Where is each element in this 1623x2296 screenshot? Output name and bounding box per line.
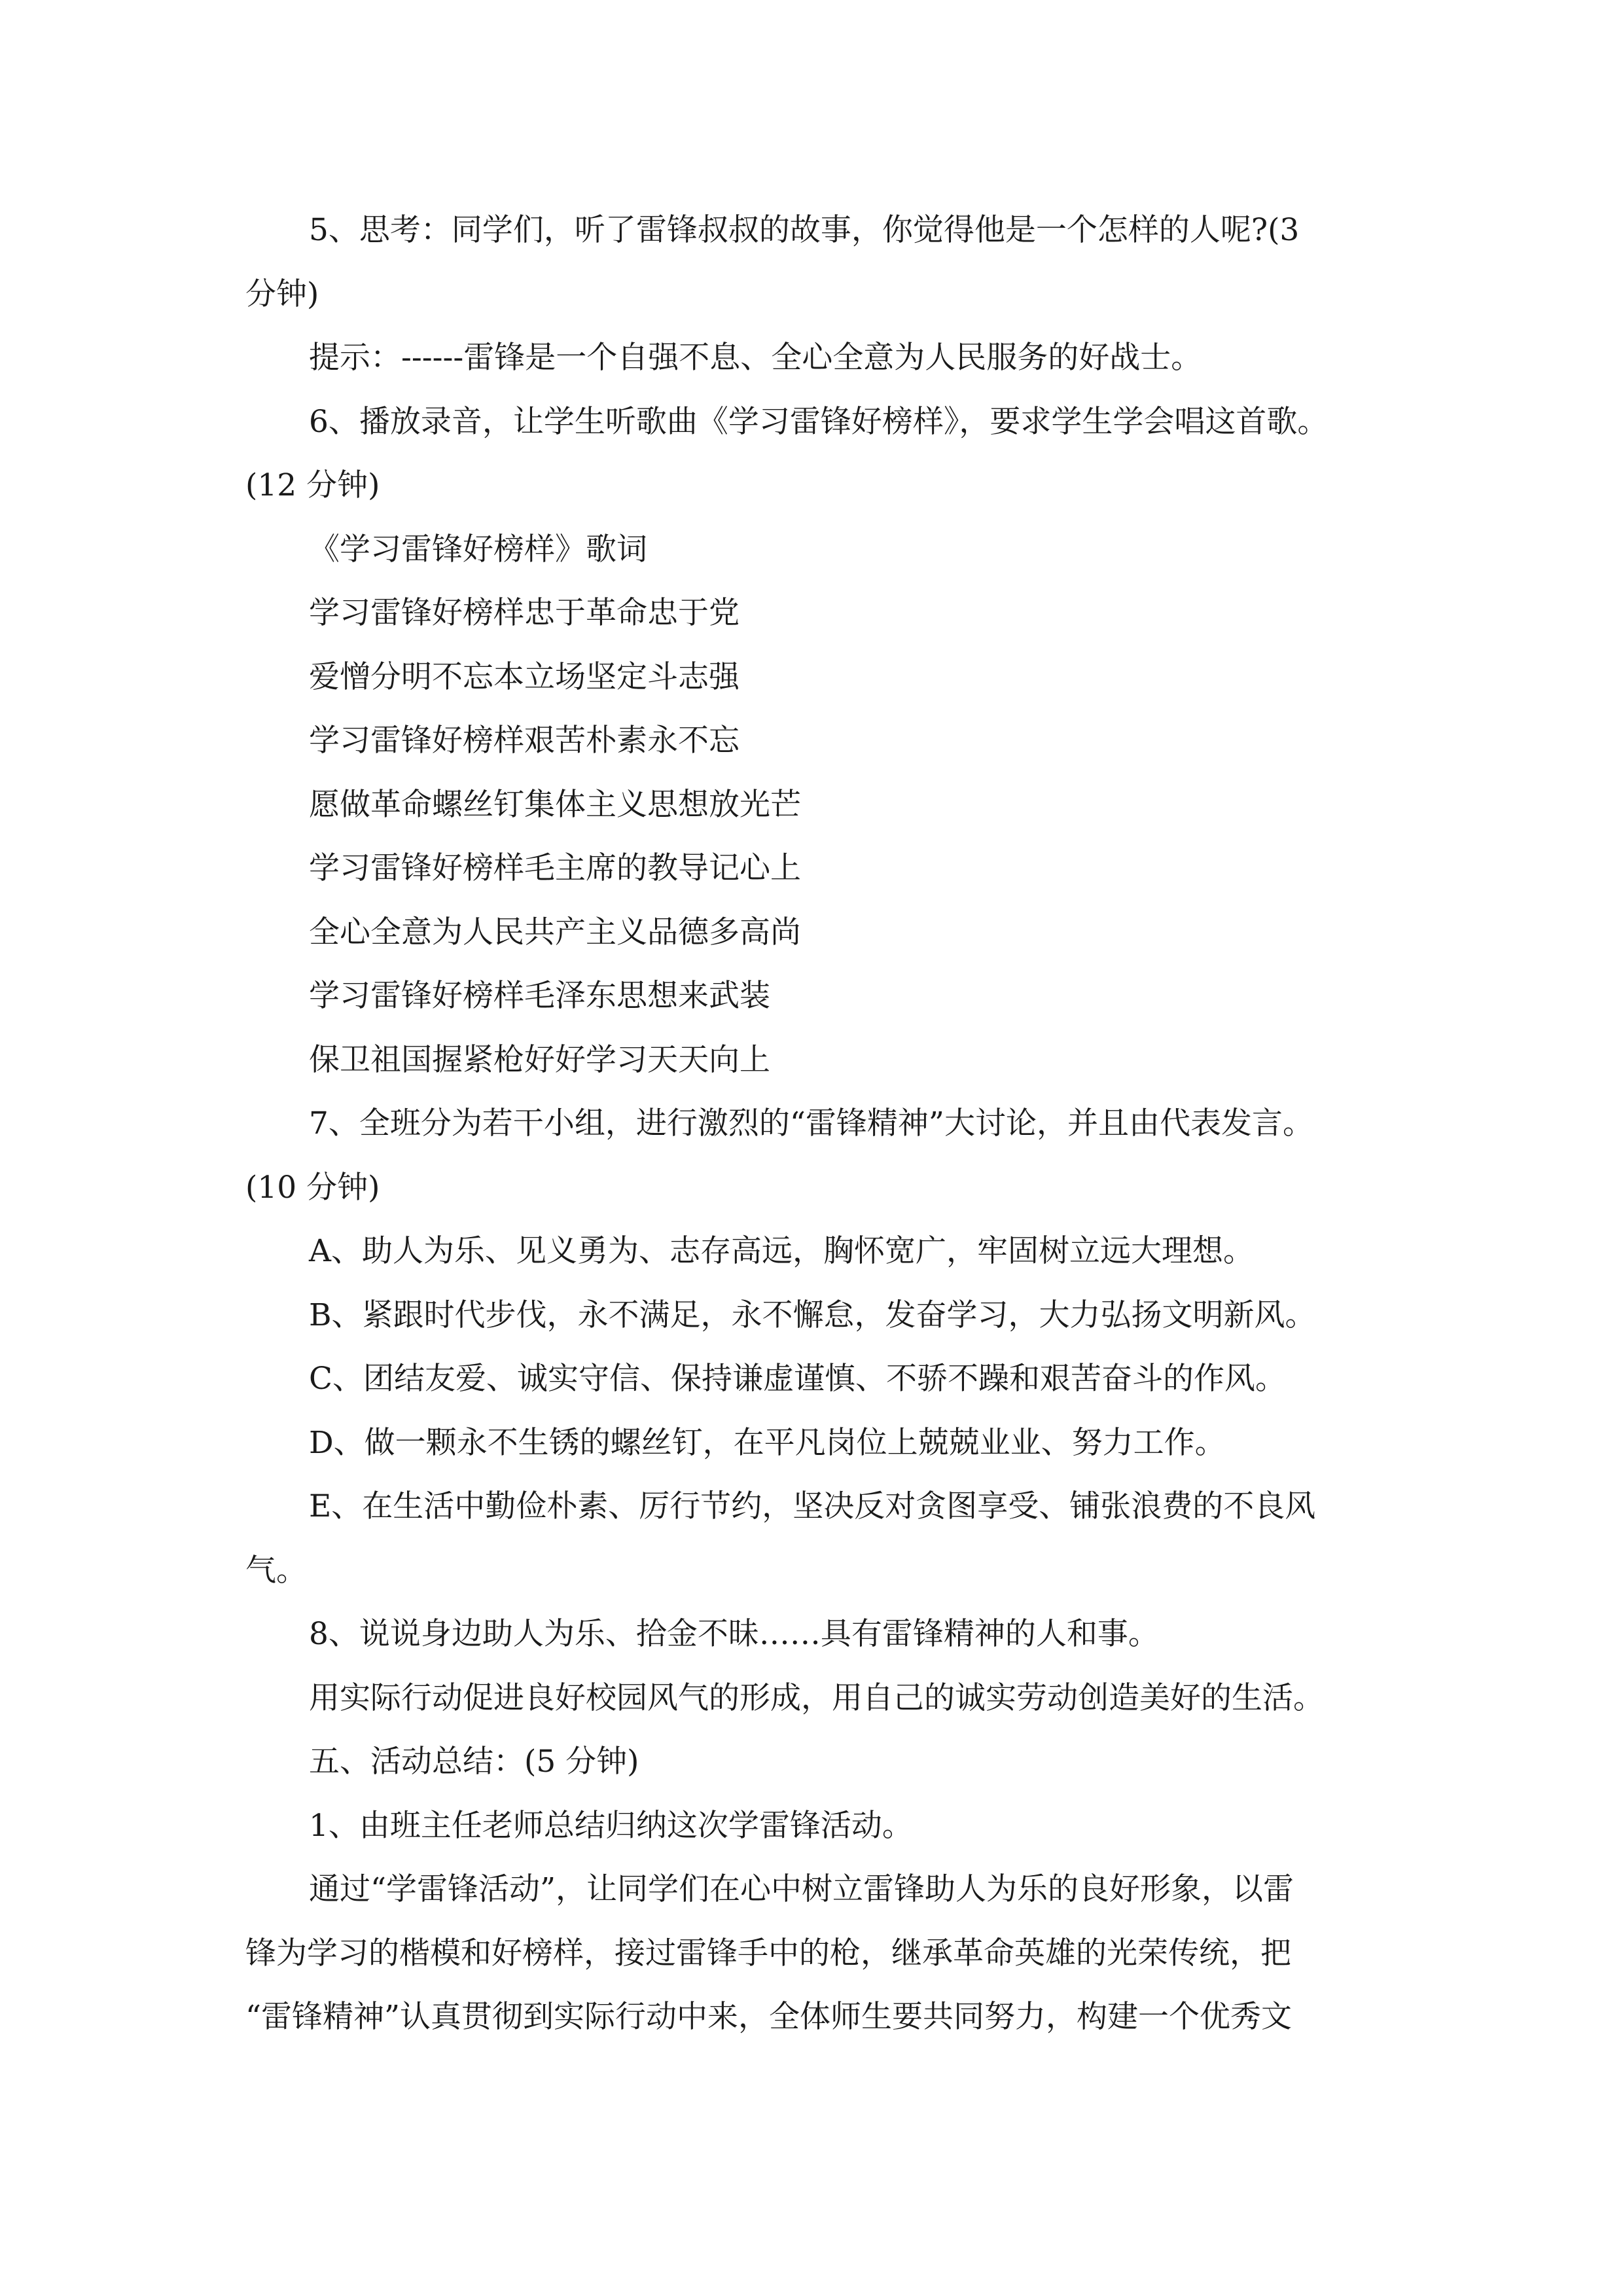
text-line: 全心全意为人民共产主义品德多高尚 [309, 914, 801, 950]
text-line: 保卫祖国握紧枪好好学习天天向上 [309, 1041, 770, 1078]
text-line: “雷锋精神”认真贯彻到实际行动中来，全体师生要共同努力，构建一个优秀文 [245, 1999, 1293, 2035]
text-line: E、在生活中勤俭朴素、厉行节约，坚决反对贪图享受、铺张浪费的不良风 [309, 1488, 1316, 1524]
text-line: 5、思考：同学们，听了雷锋叔叔的故事，你觉得他是一个怎样的人呢?(3 [309, 212, 1300, 248]
text-line: 气。 [245, 1552, 307, 1588]
document-body [245, 198, 1397, 2049]
text-line: 五、活动总结：(5 分钟) [309, 1744, 639, 1780]
text-line: 提示：------雷锋是一个自强不息、全心全意为人民服务的好战士。 [309, 340, 1202, 376]
text-line: 《学习雷锋好榜样》歌词 [309, 531, 647, 567]
text-line: 学习雷锋好榜样忠于革命忠于党 [309, 595, 740, 631]
text-line: 1、由班主任老师总结归纳这次学雷锋活动。 [309, 1807, 913, 1844]
text-line: 学习雷锋好榜样艰苦朴素永不忘 [309, 723, 740, 759]
text-line: 爱憎分明不忘本立场坚定斗志强 [309, 658, 740, 695]
text-line: 分钟) [245, 276, 319, 312]
text-line: 学习雷锋好榜样毛主席的教导记心上 [309, 850, 801, 886]
text-line: 锋为学习的楷模和好榜样，接过雷锋手中的枪，继承革命英雄的光荣传统，把 [245, 1935, 1291, 1971]
text-line: C、团结友爱、诚实守信、保持谦虚谨慎、不骄不躁和艰苦奋斗的作风。 [309, 1361, 1286, 1397]
text-line: 学习雷锋好榜样毛泽东思想来武装 [309, 978, 770, 1014]
text-line: (12 分钟) [245, 467, 380, 503]
text-line: A、助人为乐、见义勇为、志存高远，胸怀宽广，牢固树立远大理想。 [309, 1233, 1254, 1269]
text-line: B、紧跟时代步伐，永不满足，永不懈怠，发奋学习，大力弘扬文明新风。 [309, 1297, 1316, 1333]
text-line: 通过“学雷锋活动”，让同学们在心中树立雷锋助人为乐的良好形象，以雷 [309, 1871, 1294, 1907]
text-line: 用实际行动促进良好校园风气的形成，用自己的诚实劳动创造美好的生活。 [309, 1679, 1324, 1716]
text-line: 7、全班分为若干小组，进行激烈的“雷锋精神”大讨论，并且由代表发言。 [309, 1105, 1313, 1141]
text-line: 6、播放录音，让学生听歌曲《学习雷锋好榜样》，要求学生学会唱这首歌。 [309, 403, 1329, 440]
text-line: (10 分钟) [245, 1169, 380, 1206]
text-line: 愿做革命螺丝钉集体主义思想放光芒 [309, 786, 801, 823]
text-line: 8、说说身边助人为乐、拾金不昧……具有雷锋精神的人和事。 [309, 1616, 1159, 1652]
text-line: D、做一颗永不生锈的螺丝钉，在平凡岗位上兢兢业业、努力工作。 [309, 1424, 1226, 1461]
